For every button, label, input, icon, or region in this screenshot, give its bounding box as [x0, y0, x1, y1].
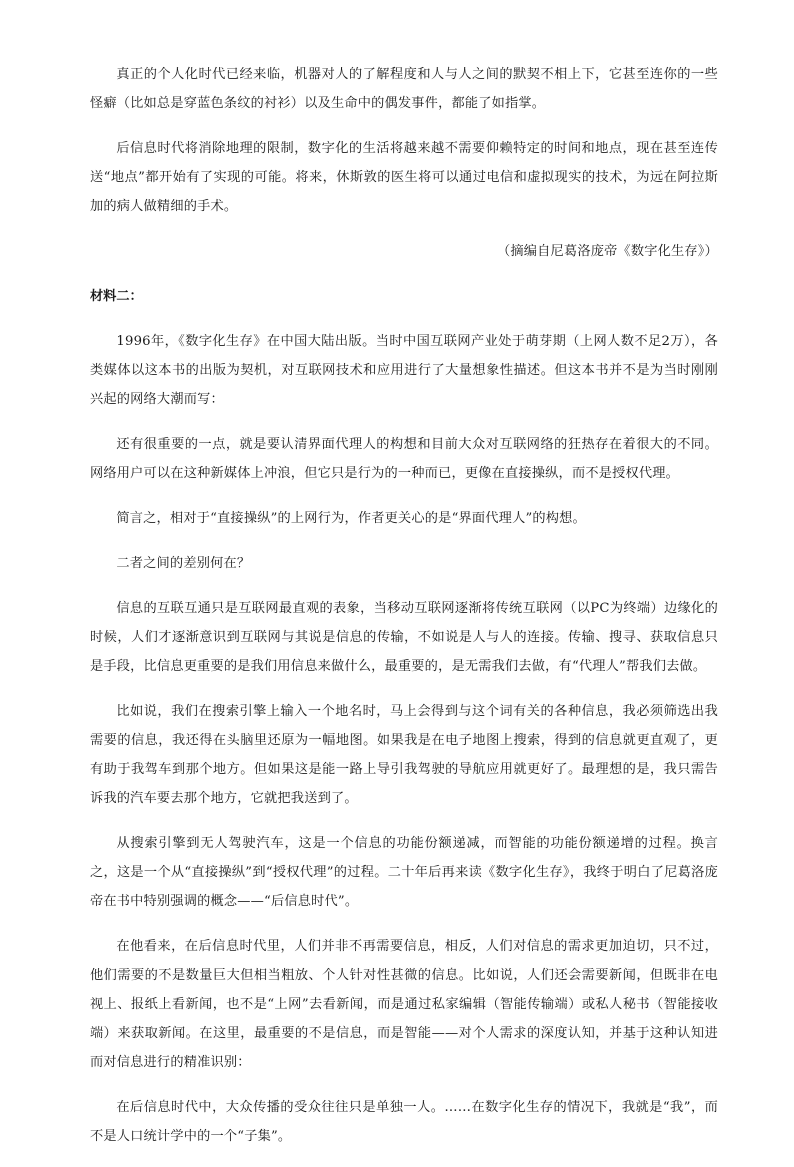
paragraph: 从搜索引擎到无人驾驶汽车，这是一个信息的功能份额递减，而智能的功能份额递增的过程。换言之，这是一个从“直接操纵”到“授权代理”的过程。二十年后再来读《数字化生存》，我终于明白了尼葛洛庞帝在书中特别强调的概念——“后信息时代”。: [90, 836, 718, 909]
paragraph: 信息的互联互通只是互联网最直观的表象，当移动互联网逐渐将传统互联网（以PC为终端）边缘化的时候，人们才逐渐意识到互联网与其说是信息的传输，不如说是人与人的连接。传输、搜寻、获取信息只是手段，比信息更重要的是我们用信息来做什么，最重要的，是无需我们去做，有“代理人”帮我们去做。: [90, 601, 718, 674]
paragraph: 后信息时代将消除地理的限制，数字化的生活将越来越不需要仰赖特定的时间和地点，现在甚至连传送“地点”都开始有了实现的可能。将来，休斯敦的医生将可以通过电信和虚拟现实的技术，为远在阿拉斯加的病人做精细的手术。: [90, 141, 718, 214]
paragraph: 在他看来，在后信息时代里，人们并非不再需要信息，相反，人们对信息的需求更加迫切，只不过，他们需要的不是数量巨大但相当粗放、个人针对性甚微的信息。比如说，人们还会需要新闻，但既非在电视上、报纸上看新闻，也不是“上网”去看新闻，而是通过私家编辑（智能传输端）或私人秘书（智能接收端）来获取新闻。在这里，最重要的不是信息，而是智能——对个人需求的深度认知，并基于这种认知进而对信息进行的精准识别：: [90, 939, 718, 1070]
quoted-paragraph: 还有很重要的一点，就是要认清界面代理人的构想和目前大众对互联网络的狂热存在着很大的不同。网络用户可以在这种新媒体上冲浪，但它只是行为的一种而已，更像在直接操纵，而不是授权代理。: [90, 437, 718, 481]
paragraph: 二者之间的差别何在？: [116, 556, 251, 571]
paragraph: 真正的个人化时代已经来临，机器对人的了解程度和人与人之间的默契不相上下，它甚至连你的一些怪癖（比如总是穿蓝色条纹的衬衫）以及生命中的偶发事件，都能了如指掌。: [90, 67, 718, 111]
paragraph: 简言之，相对于“直接操纵”的上网行为，作者更关心的是“界面代理人”的构想。: [116, 511, 586, 526]
paragraph: 1996年，《数字化生存》在中国大陆出版。当时中国互联网产业处于萌芽期（上网人数不足2万），各类媒体以这本书的出版为契机，对互联网技术和应用进行了大量想象性描述。但这本书并不是为当时刚刚兴起的网络大潮而写：: [90, 334, 718, 407]
section-heading: 材料二：: [90, 289, 143, 304]
source-citation: （摘编自尼葛洛庞帝《数字化生存》）: [497, 244, 718, 259]
paragraph: 比如说，我们在搜索引擎上输入一个地名时，马上会得到与这个词有关的各种信息，我必须筛选出我需要的信息，我还得在头脑里还原为一幅地图。如果我是在电子地图上搜索，得到的信息就更直观了，更有助于我驾车到那个地方。但如果这是能一路上导引我驾驶的导航应用就更好了。最理想的是，我只需告诉我的汽车要去那个地方，它就把我送到了。: [90, 704, 718, 806]
quoted-paragraph: 在后信息时代中，大众传播的受众往往只是单独一人。……在数字化生存的情况下，我就是“我”，而不是人口统计学中的一个“子集”。: [90, 1100, 718, 1144]
document-page: [90, 60, 718, 1167]
